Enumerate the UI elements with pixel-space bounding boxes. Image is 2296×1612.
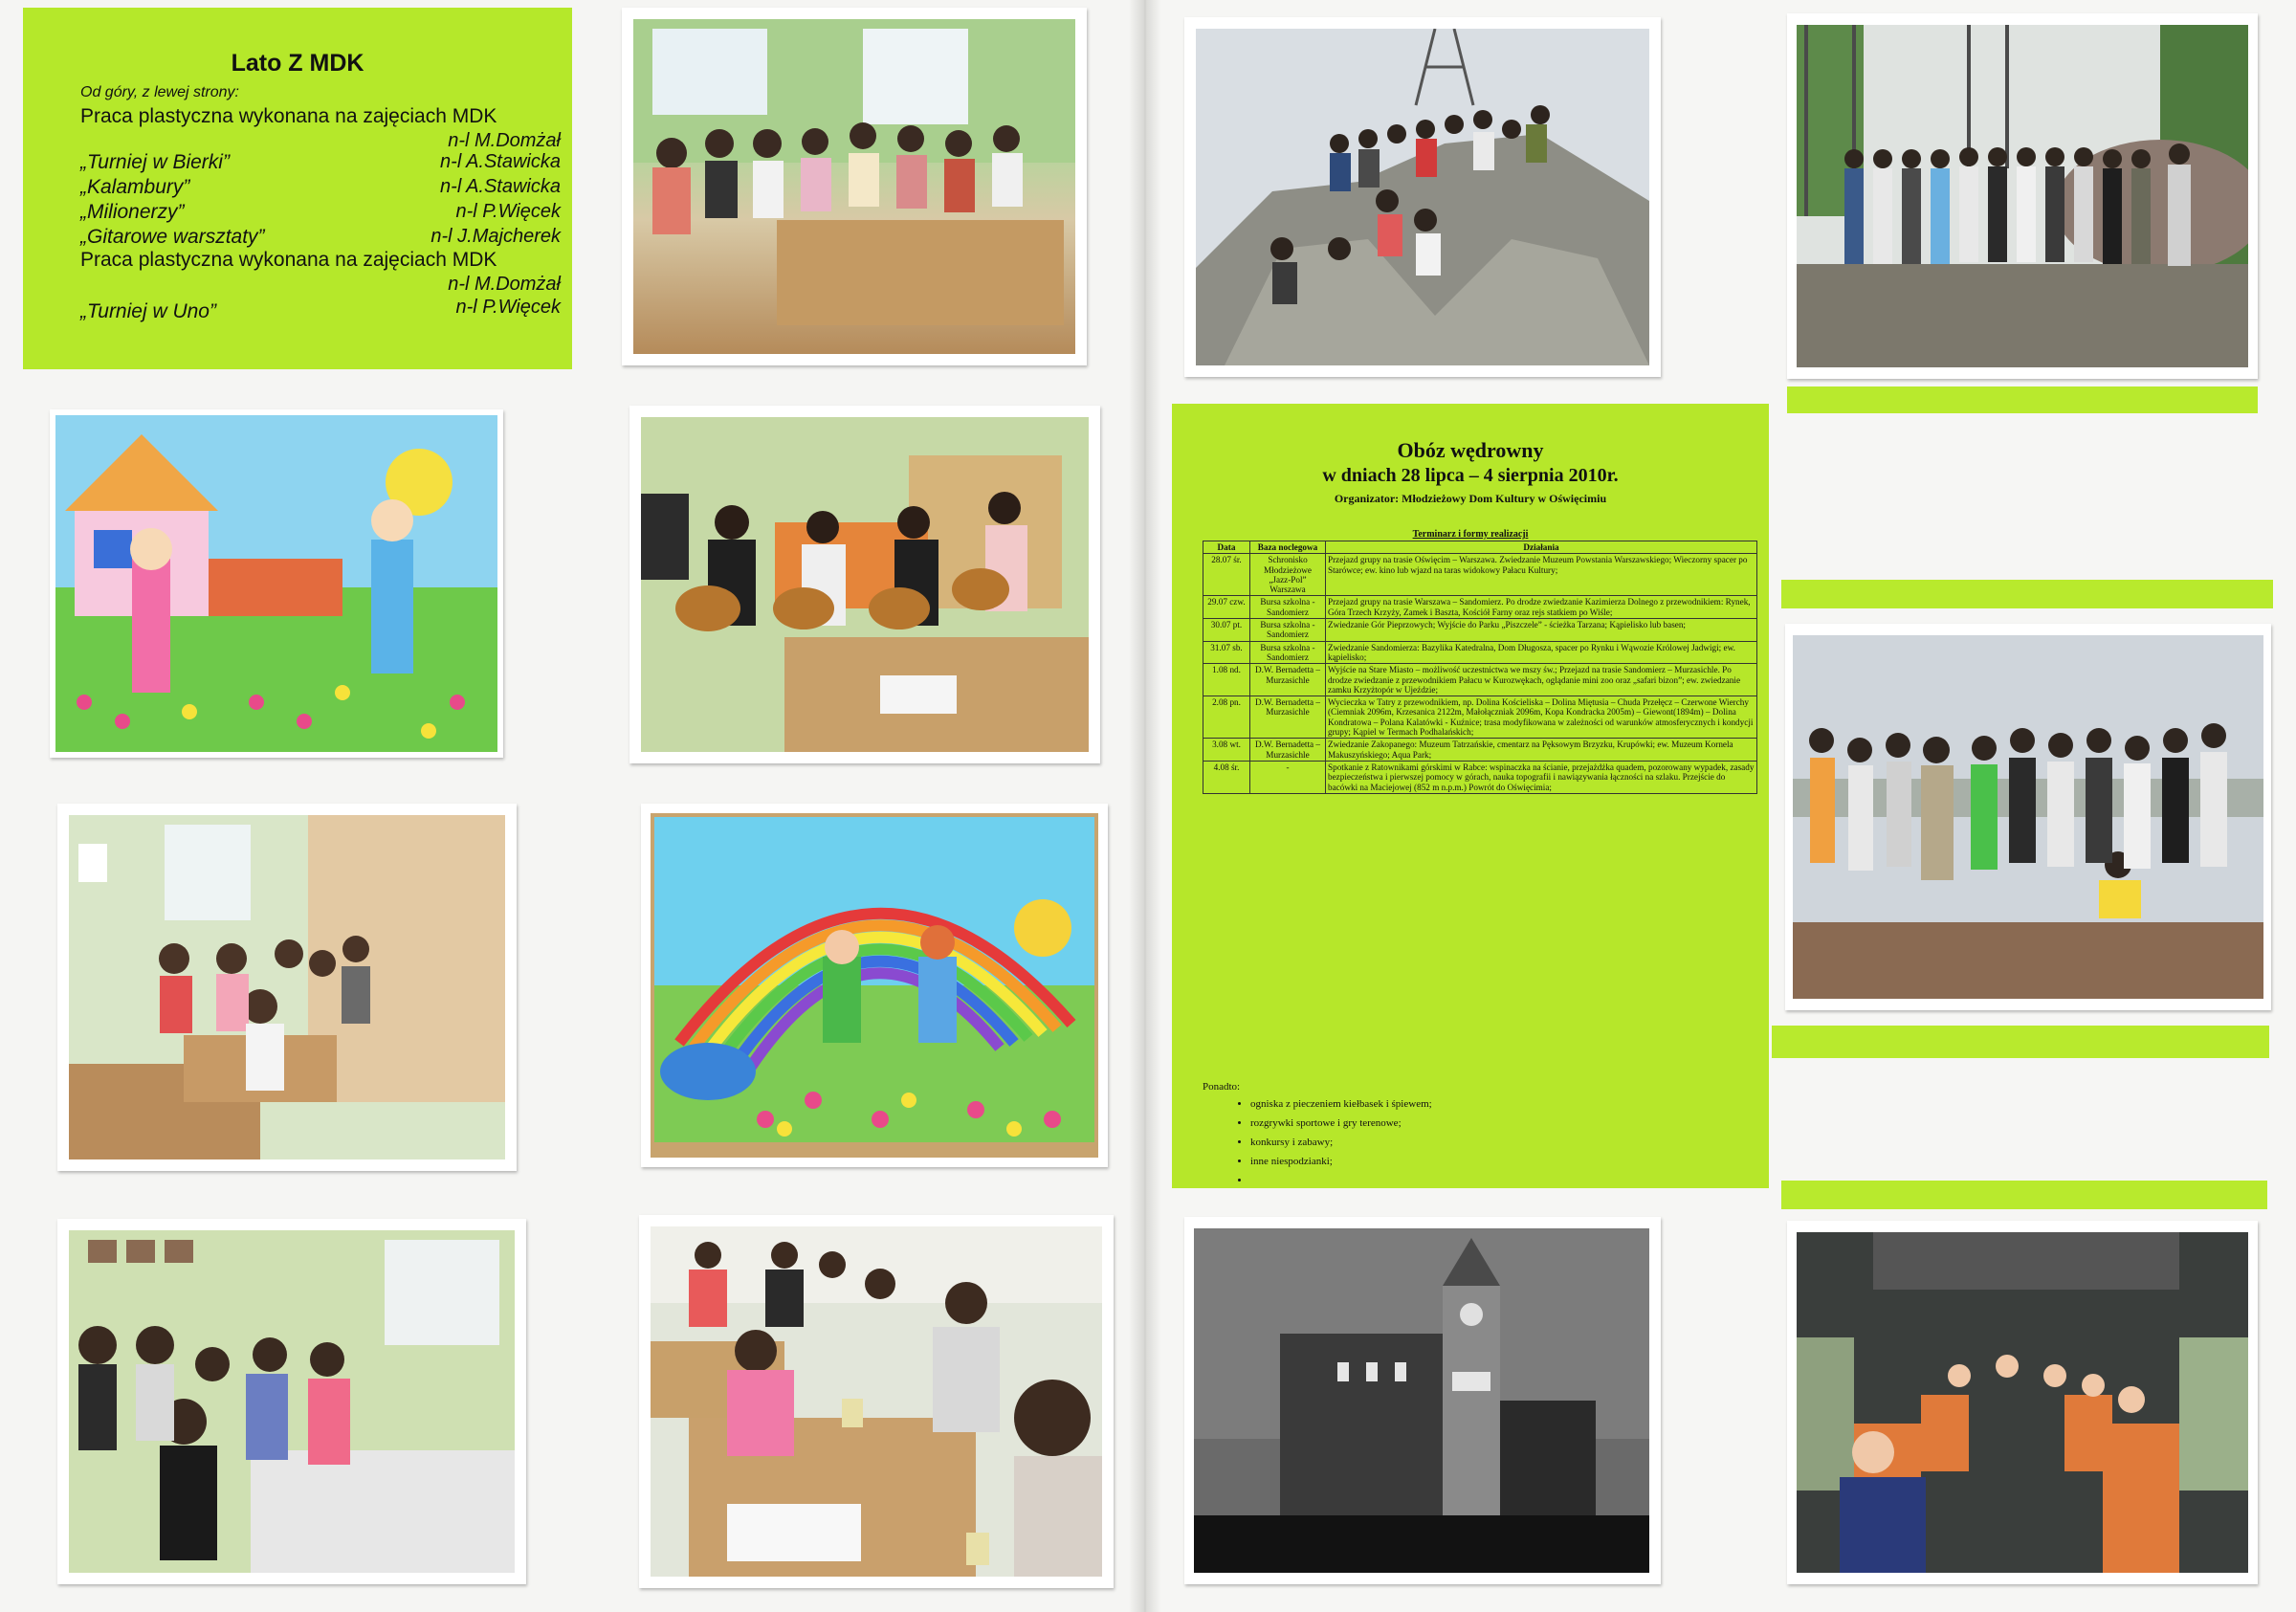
date-cell: 4.08 śr.: [1203, 761, 1250, 793]
date-cell: 3.08 wt.: [1203, 739, 1250, 762]
actions-cell: Przejazd grupy na trasie Oświęcim – Warszawa. Zwiedzanie Muzeum Powstania Warszawskiego; Wieczorny spacer po Starówce; ew. kino lub wjazd na taras widokowy Pałacu Kultury;: [1326, 554, 1757, 596]
base-cell: D.W. Bernadetta – Murzasichle: [1250, 664, 1326, 696]
painting-scene: [55, 415, 497, 752]
rainbow-painting-scene: [651, 813, 1098, 1158]
tank-scene: [1797, 25, 2248, 367]
lato-entry-label: „Turniej w Uno”: [80, 300, 216, 322]
photo-card: [629, 406, 1100, 763]
lato-entry-label: Praca plastyczna wykonana na zajęciach MDK: [80, 105, 497, 127]
table-row: [1203, 554, 1757, 596]
photo-card: [639, 1215, 1114, 1588]
table-row: [1203, 641, 1757, 664]
green-strip: [1781, 580, 2273, 608]
table-row: [1203, 619, 1757, 642]
table-row: [1203, 596, 1757, 619]
bus-interior-scene: [1797, 1232, 2248, 1573]
actions-cell: Wycieczka w Tatry z przewodnikiem, np. Dolina Kościeliska – Dolina Miętusia – Chuda Przełęcz – Czerwone Wierchy (Ciemniak 2096m, Krzesanica 2122m, Małołączniak 2096m, Kopa Kondracka 2005m) – Giewont(1894m) – Dolina Kondratowa – Polana Kalatówki - Kuźnice; trasa modyfikowana w zależności od warunków atmosferycznych i kondycji grupy; Kąpiel w Termach Podhalańskich;: [1326, 696, 1757, 739]
actions-cell: Przejazd grupy na trasie Warszawa – Sandomierz. Po drodze zwiedzanie Kazimierza Dolnego z przewodnikiem: Rynek, Góra Trzech Krzyży, Zamek i Baszta, Kościół Farny oraz rejs statkiem po Wiśle;: [1326, 596, 1757, 619]
date-cell: 2.08 pn.: [1203, 696, 1250, 739]
lato-entry-label: „Milionerzy”: [80, 201, 185, 223]
column-header: Baza noclegowa: [1250, 541, 1326, 554]
town-hall-night-photo: [1194, 1228, 1649, 1573]
camp-program-sheet: [1172, 404, 1769, 1188]
uno-game-scene: [651, 1226, 1102, 1577]
base-cell: Bursa szkolna - Sandomierz: [1250, 641, 1326, 664]
lato-entry-teacher: n-l P.Więcek: [455, 201, 561, 222]
classroom-girls-photo: [69, 815, 505, 1159]
photo-card: [1785, 624, 2271, 1010]
list-item: • inne niespodzianki;: [1250, 1152, 1432, 1171]
classroom-scene: [633, 19, 1075, 354]
photo-card: [57, 1219, 526, 1584]
column-header: Działania: [1326, 541, 1757, 554]
lato-subtitle: Od góry, z lewej strony:: [80, 84, 239, 100]
base-cell: D.W. Bernadetta – Murzasichle: [1250, 696, 1326, 739]
lato-entry-teacher: n-l J.Majcherek: [430, 226, 561, 247]
photo-card: [1184, 17, 1661, 377]
actions-cell: Spotkanie z Ratownikami górskimi w Rabce: wspinaczka na ścianie, przejażdżka quadem, pozorowany wypadek, zasady bezpieczeństwa i pierwszej pomocy w górach, nauka topografii i nawiązywania łączności na szlaku. Przejście do bacówki na Maciejowej (852 m n.p.m.) Powrót do Oświęcimia;: [1326, 761, 1757, 793]
camp-organizer: Organizator: Młodzieżowy Dom Kultury w Oświęcimiu: [1334, 492, 1607, 505]
green-strip: [1781, 1181, 2267, 1209]
extras-list: [1237, 1094, 1432, 1190]
table-row: [1203, 696, 1757, 739]
lato-entry-label: „Turniej w Bierki”: [80, 151, 230, 173]
lato-entry-label: „Kalambury”: [80, 176, 190, 198]
bus-interior-photo: [1797, 1232, 2248, 1573]
classroom-girls-scene: [69, 815, 505, 1159]
list-item: • ogniska z pieczeniem kiełbasek i śpiewem;: [1250, 1094, 1432, 1114]
schedule-caption: Terminarz i formy realizacji: [1412, 529, 1529, 540]
camp-dates: w dniach 28 lipca – 4 sierpnia 2010r.: [1322, 465, 1619, 486]
photo-card: [641, 804, 1108, 1167]
table-row: [1203, 761, 1757, 793]
book-gutter: [1129, 0, 1161, 1612]
lato-entry-teacher: n-l P.Więcek: [455, 297, 561, 318]
guitar-workshop-photo: [641, 417, 1089, 752]
list-item: • konkursy i zabawy;: [1250, 1133, 1432, 1152]
lato-caption-box: [23, 8, 572, 369]
date-cell: 28.07 śr.: [1203, 554, 1250, 596]
table-row: [1203, 739, 1757, 762]
base-cell: Bursa szkolna - Sandomierz: [1250, 619, 1326, 642]
date-cell: 31.07 sb.: [1203, 641, 1250, 664]
green-strip: [1787, 386, 2258, 413]
summit-group-photo: [1196, 29, 1649, 365]
photo-card: [1787, 1221, 2258, 1584]
uno-game-photo: [651, 1226, 1102, 1577]
lato-entry-teacher: n-l A.Stawicka: [440, 151, 561, 172]
actions-cell: Zwiedzanie Sandomierza: Bazylika Katedralna, Dom Długosza, spacer po Rynku i Wąwozie Królowej Jadwigi; ew. kąpielisko;: [1326, 641, 1757, 664]
base-cell: Bursa szkolna - Sandomierz: [1250, 596, 1326, 619]
lato-entry-teacher: n-l A.Stawicka: [440, 176, 561, 197]
date-cell: 29.07 czw.: [1203, 596, 1250, 619]
column-header: Data: [1203, 541, 1250, 554]
actions-cell: Wyjście na Stare Miasto – możliwość uczestnictwa we mszy św.; Przejazd na trasie Sandomierz – Murzasichle. Po drodze zwiedzanie z przewodnikiem Pałacu w Kurozwękach, oglądanie mini zoo oraz „safari bizon”; ew. zwiedzanie zamku Krzyżtopór w Ujeździe;: [1326, 664, 1757, 696]
base-cell: D.W. Bernadetta – Murzasichle: [1250, 739, 1326, 762]
list-item: [1250, 1171, 1432, 1190]
date-cell: 1.08 nd.: [1203, 664, 1250, 696]
table-row: [1203, 664, 1757, 696]
girls-cards-photo: [69, 1230, 515, 1573]
classroom-photo: [633, 19, 1075, 354]
base-cell: -: [1250, 761, 1326, 793]
tank-group-photo: [1797, 25, 2248, 367]
rainbow-painting: [651, 813, 1098, 1158]
photo-card: [1787, 13, 2258, 379]
terrace-scene: [1793, 635, 2263, 999]
actions-cell: Zwiedzanie Zakopanego: Muzeum Tatrzańskie, cmentarz na Pęksowym Brzyzku, Krupówki; ew. Muzeum Kornela Makuszyńskiego; Aqua Park;: [1326, 739, 1757, 762]
lato-entry-label: Praca plastyczna wykonana na zajęciach MDK: [80, 249, 497, 271]
extras-label: Ponadto:: [1203, 1081, 1241, 1093]
date-cell: 30.07 pt.: [1203, 619, 1250, 642]
terrace-group-photo: [1793, 635, 2263, 999]
green-strip: [1772, 1026, 2269, 1058]
children-painting: [55, 415, 497, 752]
summit-scene: [1196, 29, 1649, 365]
town-hall-night-scene: [1194, 1228, 1649, 1573]
photo-card: [622, 8, 1087, 365]
photo-card: [1184, 1217, 1661, 1584]
lato-entry-teacher: n-l M.Domżał: [448, 274, 561, 295]
base-cell: Schronisko Młodzieżowe „Jazz-Pol” Warszawa: [1250, 554, 1326, 596]
photo-card: [50, 409, 503, 758]
lato-entry-label: „Gitarowe warsztaty”: [80, 226, 265, 248]
girls-cards-scene: [69, 1230, 515, 1573]
lato-entry-teacher: n-l M.Domżał: [448, 130, 561, 151]
list-item: • rozgrywki sportowe i gry terenowe;: [1250, 1114, 1432, 1133]
table-header-row: [1203, 541, 1757, 554]
photo-card: [57, 804, 517, 1171]
actions-cell: Zwiedzanie Gór Pieprzowych; Wyjście do Parku „Piszczele” - ścieżka Tarzana; Kąpielisko lub basen;: [1326, 619, 1757, 642]
schedule-table: [1203, 541, 1757, 794]
guitar-scene: [641, 417, 1089, 752]
camp-title: Obóz wędrowny: [1397, 438, 1544, 462]
lato-title: Lato Z MDK: [231, 50, 364, 77]
